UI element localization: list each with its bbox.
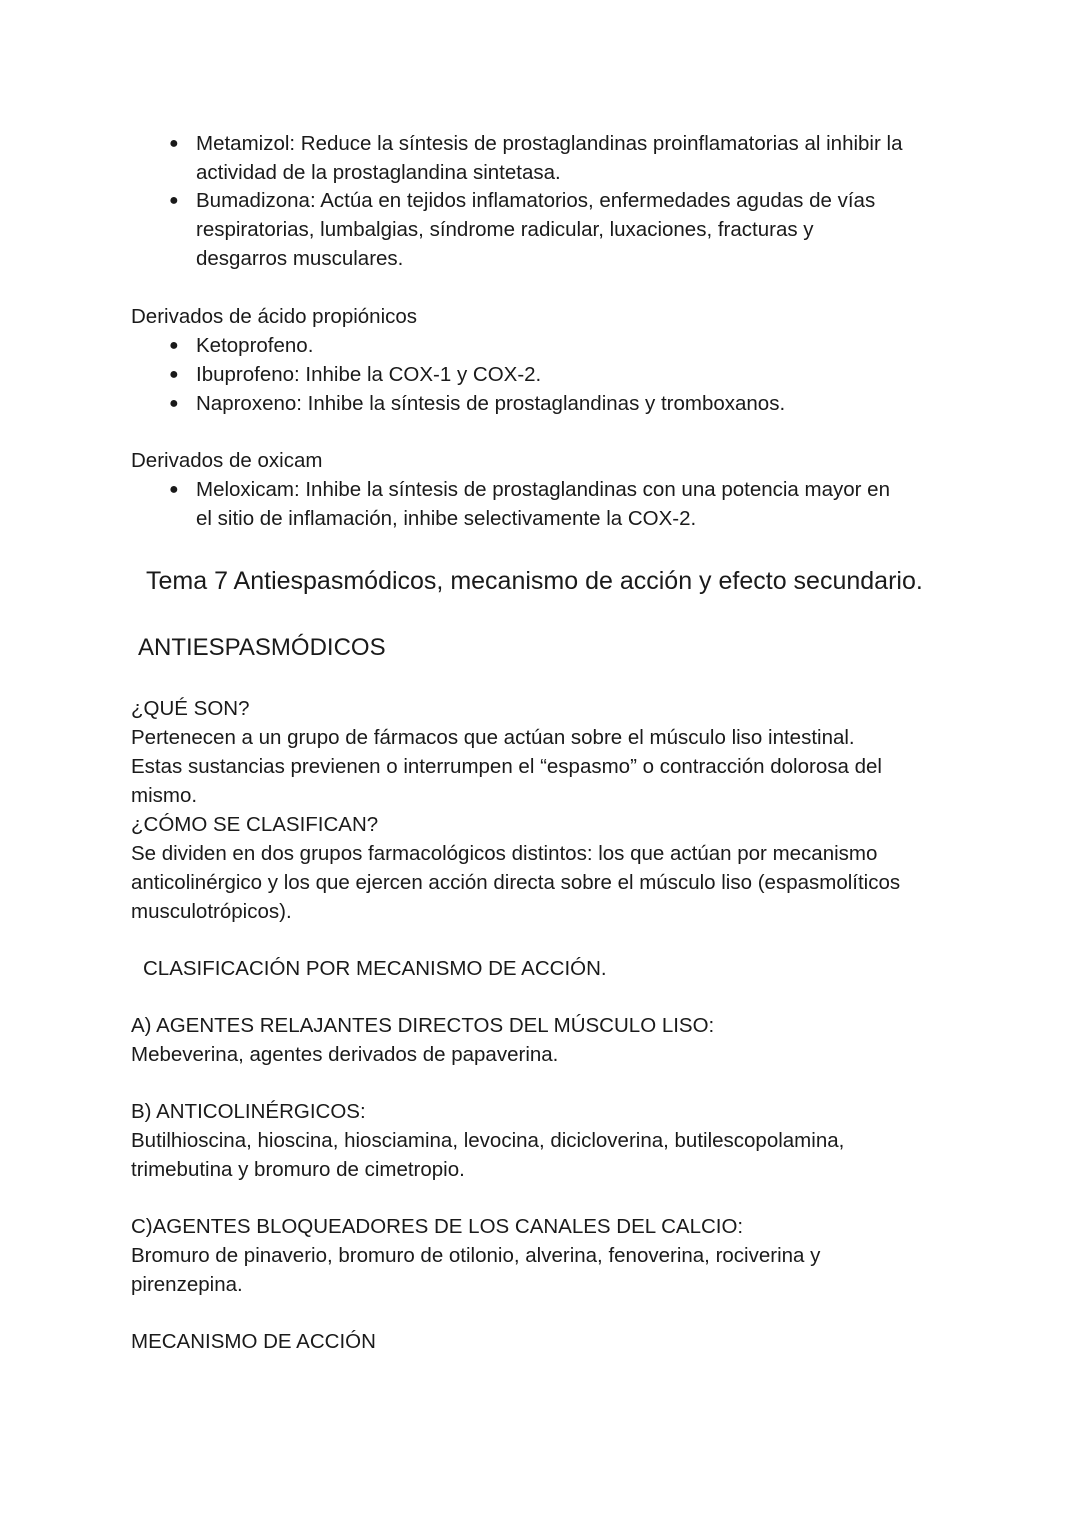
list-item-line: Ketoprofeno. (196, 334, 314, 357)
question-classification: ¿CÓMO SE CLASIFICAN? (131, 813, 379, 836)
group-line: Bromuro de pinaverio, bromuro de otilonio, alverina, fenoverina, rociverina y (131, 1244, 821, 1267)
topic-subtitle: ANTIESPASMÓDICOS (138, 634, 386, 661)
paragraph-line: Se dividen en dos grupos farmacológicos distintos: los que actúan por mecanismo (131, 842, 878, 865)
list-item-metamizol (131, 129, 961, 187)
list-item-meloxicam (131, 475, 961, 533)
section-heading-propionic: Derivados de ácido propiónicos (131, 305, 418, 328)
paragraph-line: musculotrópicos). (131, 900, 292, 923)
bullet-icon: ● (169, 337, 179, 354)
group-title-a: A) AGENTES RELAJANTES DIRECTOS DEL MÚSCULO LISO: (131, 1014, 715, 1037)
list-item-ibuprofeno (131, 360, 961, 389)
bullet-icon: ● (169, 366, 179, 383)
list-item-bumadizona (131, 186, 961, 273)
list-item-ketoprofeno (131, 331, 961, 360)
list-item-line: Bumadizona: Actúa en tejidos inflamatorios, enfermedades agudas de vías (196, 189, 876, 212)
section-heading-mechanism: MECANISMO DE ACCIÓN (131, 1330, 376, 1353)
group-line: pirenzepina. (131, 1273, 243, 1296)
section-heading-oxicam: Derivados de oxicam (131, 449, 323, 472)
topic-title: Tema 7 Antiespasmódicos, mecanismo de acción y efecto secundario. (146, 567, 923, 595)
bullet-icon: ● (169, 395, 179, 412)
question-what-are: ¿QUÉ SON? (131, 697, 250, 720)
list-item-line: el sitio de inflamación, inhibe selectivamente la COX-2. (196, 507, 697, 530)
list-item-line: respiratorias, lumbalgias, síndrome radicular, luxaciones, fracturas y (196, 218, 814, 241)
list-item-line: Meloxicam: Inhibe la síntesis de prostaglandinas con una potencia mayor en (196, 478, 890, 501)
group-line: Mebeverina, agentes derivados de papaverina. (131, 1043, 559, 1066)
group-title-c: C)AGENTES BLOQUEADORES DE LOS CANALES DEL CALCIO: (131, 1215, 744, 1238)
list-item-line: Metamizol: Reduce la síntesis de prostaglandinas proinflamatorias al inhibir la (196, 132, 903, 155)
paragraph-line: Pertenecen a un grupo de fármacos que actúan sobre el músculo liso intestinal. (131, 726, 855, 749)
list-item-naproxeno (131, 389, 961, 418)
list-item-line: Ibuprofeno: Inhibe la COX-1 y COX-2. (196, 363, 542, 386)
paragraph-line: anticolinérgico y los que ejercen acción directa sobre el músculo liso (espasmolíticos (131, 871, 901, 894)
bullet-icon: ● (169, 481, 179, 498)
section-heading-by-mechanism: CLASIFICACIÓN POR MECANISMO DE ACCIÓN. (143, 957, 607, 980)
paragraph-line: Estas sustancias previenen o interrumpen el “espasmo” o contracción dolorosa del (131, 755, 882, 778)
group-title-b: B) ANTICOLINÉRGICOS: (131, 1100, 366, 1123)
list-item-line: actividad de la prostaglandina sintetasa. (196, 161, 561, 184)
group-line: trimebutina y bromuro de cimetropio. (131, 1158, 465, 1181)
paragraph-line: mismo. (131, 784, 198, 807)
list-item-line: Naproxeno: Inhibe la síntesis de prostaglandinas y tromboxanos. (196, 392, 786, 415)
list-item-line: desgarros musculares. (196, 247, 404, 270)
bullet-icon: ● (169, 192, 179, 209)
group-line: Butilhioscina, hioscina, hiosciamina, levocina, diciclоverina, butilescopolamina, (131, 1129, 845, 1152)
bullet-icon: ● (169, 135, 179, 152)
